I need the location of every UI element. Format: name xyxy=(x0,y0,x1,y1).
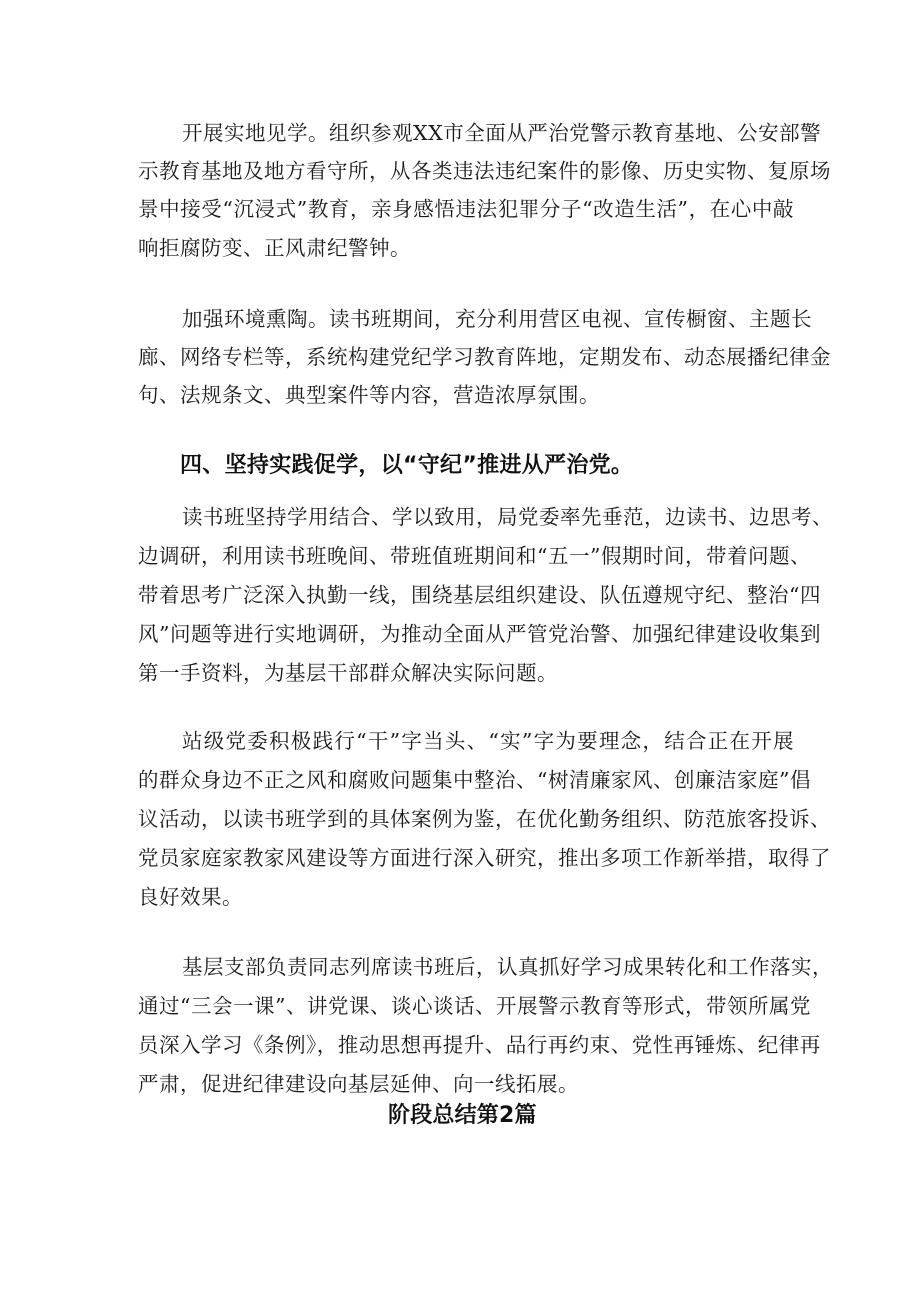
paragraph-practice xyxy=(138,502,833,692)
paragraph-line: 员深入学习《条例》，推动思想再提升、品行再约束、党性再锤炼、纪律再 xyxy=(138,1033,821,1057)
paragraph-line: 良好效果。 xyxy=(138,885,243,909)
paragraph-line: 带着思考广泛深入执勤一线，围绕基层组织建设、队伍遵规守纪、整治“四 xyxy=(138,583,821,607)
paragraph-environment xyxy=(138,304,831,416)
paragraph-line: 第一手资料，为基层干部群众解决实际问题。 xyxy=(138,661,558,685)
paragraph-line: 站级党委积极践行“干”字当头、“实”字为要理念，结合正在开展 xyxy=(182,729,794,753)
paragraph-line: 读书班坚持学用结合、学以致用，局党委率先垂范，边读书、边思考、 xyxy=(182,505,833,529)
paragraph-line: 严肃，促进纪律建设向基层延伸、向一线拓展。 xyxy=(138,1072,579,1096)
paragraph-line: 风”问题等进行实地调研，为推动全面从严管党治警、加强纪律建设收集到 xyxy=(138,622,821,646)
paragraph-line: 景中接受“沉浸式”教育，亲身感悟违法犯罪分子“改造生活”，在心中敲 xyxy=(138,197,794,221)
paragraph-field-study xyxy=(138,118,831,268)
paragraph-line: 边调研，利用读书班晚间、带班值班期间和“五一”假期时间，带着问题、 xyxy=(138,544,811,568)
paragraph-line: 加强环境熏陶。读书班期间，充分利用营区电视、宣传橱窗、主题长 xyxy=(182,307,812,331)
paragraph-line: 廊、网络专栏等，系统构建党纪学习教育阵地，定期发布、动态展播纪律金 xyxy=(138,345,831,369)
paragraph-line: 基层支部负责同志列席读书班后，认真抓好学习成果转化和工作落实， xyxy=(182,955,833,979)
section-heading: 四、坚持实践促学，以“守纪”推进从严治党。 xyxy=(180,453,634,478)
paragraph-line: 党员家庭家教家风建设等方面进行深入研究，推出多项工作新举措，取得了 xyxy=(138,846,831,870)
paragraph-line: 开展实地见学。组织参观XX市全面从严治党警示教育基地、公安部警 xyxy=(182,121,822,145)
paragraph-line: 句、法规条文、典型案件等内容，营造浓厚氛围。 xyxy=(138,383,600,407)
paragraph-line: 通过“三会一课”、讲党课、谈心谈话、开展警示教育等形式，带领所属党 xyxy=(138,994,811,1018)
part-title: 阶段总结第2篇 xyxy=(388,1103,537,1128)
paragraph-line: 示教育基地及地方看守所，从各类违法违纪案件的影像、历史实物、复原场 xyxy=(138,159,831,183)
paragraph-branch-leaders xyxy=(138,952,833,1102)
paragraph-line: 的群众身边不正之风和腐败问题集中整治、“树清廉家风、创廉洁家庭”倡 xyxy=(138,768,811,792)
paragraph-line: 响拒腐防变、正风肃纪警钟。 xyxy=(138,236,411,260)
paragraph-station-committee xyxy=(138,726,831,916)
paragraph-line: 议活动，以读书班学到的具体案例为鉴，在优化勤务组织、防范旅客投诉、 xyxy=(138,807,831,831)
